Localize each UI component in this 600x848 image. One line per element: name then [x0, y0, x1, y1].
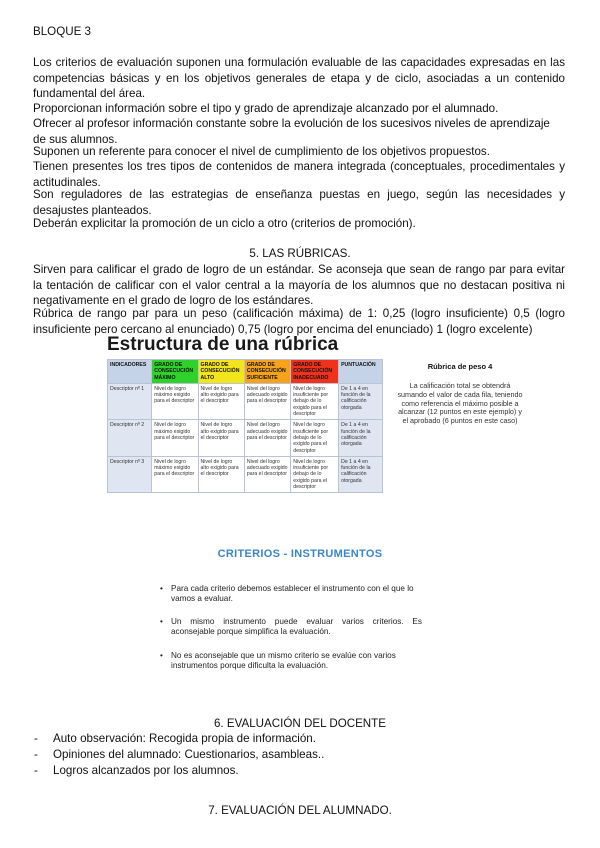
list-item: [34, 763, 239, 779]
section-6-heading: 6. EVALUACIÓN DEL DOCENTE: [213, 717, 386, 730]
rubric-cell: Nivel de logro alto exigido para el descriptor: [198, 456, 244, 492]
paragraph-ofrecer: Ofrecer al profesor información constante sobre la evolución de los sucesivos niveles de aprendizaje de sus alumnos.: [33, 117, 550, 146]
rubric-cell: Nivel de logro insuficiente por debajo de lo exigido para el descriptor: [291, 383, 339, 419]
criterios-bullet-text: No es aconsejable que un mismo criterio se evalúe con varios instrumentos porque dificulta la evaluación.: [171, 651, 396, 671]
criterios-bullet: [160, 651, 422, 672]
section-7-heading: 7. EVALUACIÓN DEL ALUMNADO.: [208, 804, 392, 817]
bullet-icon: •: [160, 617, 163, 626]
list-item-text: Logros alcanzados por los alumnos.: [53, 764, 239, 777]
rubric-cell: Nivel de logro alto exigido para el descriptor: [198, 420, 244, 456]
rubric-cell: Nivel del logro adecuado exigido para el descriptor: [244, 383, 290, 419]
paragraph-referente: Suponen un referente para conocer el nivel de cumplimiento de los objetivos propuestos.: [33, 145, 490, 158]
criterios-bullet-text: Para cada criterio debemos establecer el instrumento con el que lo vamos a evaluar.: [171, 584, 414, 604]
rubric-header-indicadores: INDICADORES: [108, 360, 152, 384]
rubric-cell: Nivel del logro adecuado exigido para el descriptor: [244, 420, 290, 456]
criterios-bullet: [160, 584, 422, 605]
rubric-header-puntuacion: PUNTUACIÓN: [339, 360, 383, 384]
paragraph-criterios: Los criterios de evaluación suponen una formulación evaluable de las capacidades expresadas en las competencias básicas y en los objetivos generales de etapa y de ciclo, asociadas a un contenido fundamental del área.: [33, 56, 565, 100]
rubric-header-row: [108, 360, 383, 384]
criterios-bullet: [160, 617, 422, 638]
rubric-header-inadecuado: GRADO DE CONSECUCIÓN INADECUADO: [291, 360, 339, 384]
list-item-text: Auto observación: Recogida propia de información.: [53, 732, 316, 745]
rubric-header-suficiente: GRADO DE CONSECUCIÓN SUFICIENTE: [244, 360, 290, 384]
paragraph-reguladores: Son reguladores de las estrategias de enseñanza puestas en juego, según las necesidades y desajustes planteados.: [33, 188, 565, 217]
rubric-score-cell: De 1 a 4 en función de la calificación otorgada: [339, 420, 383, 456]
section-5-paragraph-2: Rúbrica de rango par para un peso (calificación máxima) de 1: 0,25 (logro insuficiente) 0,5 (logro insuficiente pero cercano al enunciado) 0,75 (logro por encima del enunciado) 1 (logro excelente): [33, 307, 565, 336]
list-item-text: Opiniones del alumnado: Cuestionarios, asambleas..: [53, 748, 325, 761]
rubric-cell: Nivel de logro insuficiente por debajo de lo exigido para el descriptor: [291, 456, 339, 492]
paragraph-contenidos: Tienen presentes los tres tipos de contenidos de manera integrada (conceptuales, procedimentales y actitudinales.: [33, 160, 565, 189]
rubric-row: [108, 456, 383, 492]
section-5-paragraph-1: Sirven para calificar el grado de logro de un estándar. Se aconseja que sean de rango par para evitar la tentación de calificar con el valor central a la mayoría de los alumnos que no destacan positiva ni negativamente en el grado de logro de los estándares.: [33, 263, 565, 307]
rubric-row-label: Descriptor nº 3: [108, 456, 152, 492]
list-item: [34, 731, 316, 747]
rubric-cell: Nivel de logro máximo exigido para el descriptor: [152, 456, 198, 492]
section-5-heading: 5. LAS RÚBRICAS.: [249, 247, 351, 260]
rubric-figure-title: Estructura de una rúbrica: [107, 334, 339, 355]
rubric-header-alto: GRADO DE CONSECUCIÓN ALTO: [198, 360, 244, 384]
rubric-side-title: Rúbrica de peso 4: [427, 362, 493, 371]
bullet-icon: •: [160, 584, 163, 593]
paragraph-informacion: Proporcionan información sobre el tipo y grado de aprendizaje alcanzado por el alumnado.: [33, 102, 499, 115]
criterios-instrumentos-title: CRITERIOS - INSTRUMENTOS: [217, 548, 383, 560]
rubric-score-cell: De 1 a 4 en función de la calificación otorgada: [339, 456, 383, 492]
rubric-cell: Nivel de logro máximo exigido para el descriptor: [152, 383, 198, 419]
rubric-header-maximo: GRADO DE CONSECUCIÓN MÁXIMO: [152, 360, 198, 384]
bullet-icon: •: [160, 651, 163, 660]
paragraph-promocion: Deberán explicitar la promoción de un ciclo a otro (criterios de promoción).: [33, 217, 416, 230]
rubric-row: [108, 420, 383, 456]
criterios-bullet-text: Un mismo instrumento puede evaluar varios criterios. Es aconsejable porque simplifica la evaluación.: [171, 617, 422, 637]
rubric-cell: Nivel de logro alto exigido para el descriptor: [198, 383, 244, 419]
list-item: [34, 747, 325, 763]
rubric-row: [108, 383, 383, 419]
rubric-cell: Nivel del logro adecuado exigido para el descriptor: [244, 456, 290, 492]
dash-icon: -: [34, 732, 38, 745]
dash-icon: -: [34, 764, 38, 777]
rubric-row-label: Descriptor nº 1: [108, 383, 152, 419]
rubric-side-text: La calificación total se obtendrá sumando el valor de cada fila, teniendo como referencia el máximo posible a alcanzar (12 puntos en este ejemplo) y el aprobado (6 puntos en este caso): [397, 381, 523, 426]
rubric-cell: Nivel de logro insuficiente por debajo de lo exigido para el descriptor: [291, 420, 339, 456]
dash-icon: -: [34, 748, 38, 761]
rubric-table: [107, 359, 383, 493]
page-header: BLOQUE 3: [33, 25, 91, 38]
rubric-row-label: Descriptor nº 2: [108, 420, 152, 456]
rubric-score-cell: De 1 a 4 en función de la calificación otorgada: [339, 383, 383, 419]
rubric-cell: Nivel de logro máximo exigido para el descriptor: [152, 420, 198, 456]
